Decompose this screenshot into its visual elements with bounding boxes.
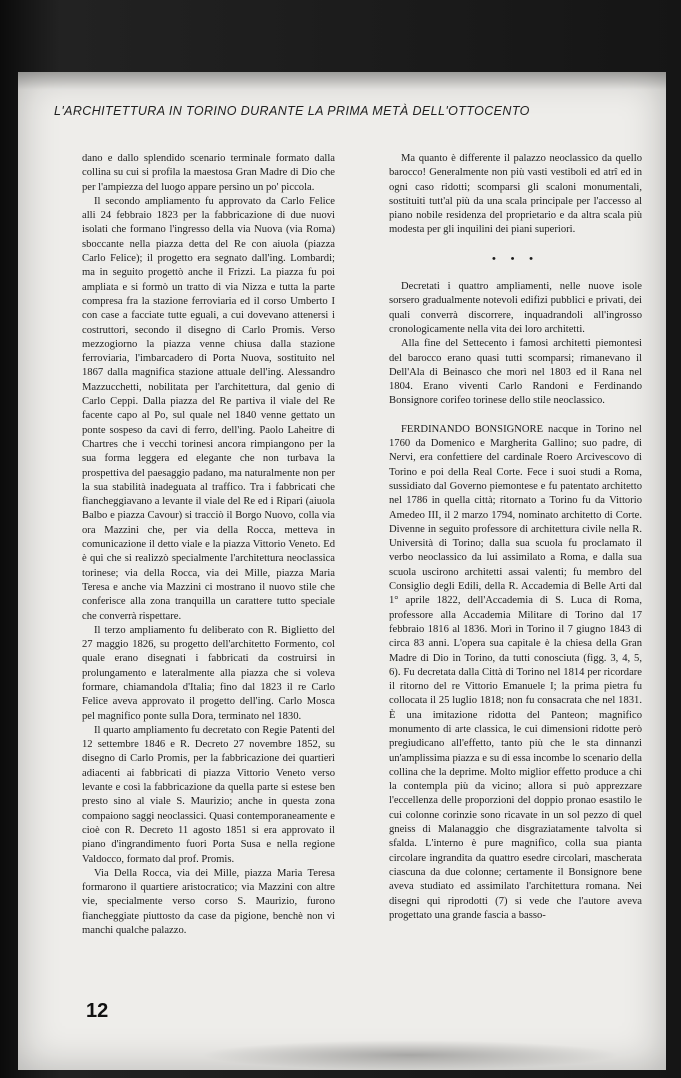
paragraph: dano e dallo splendido scenario terminale formato dalla collina su cui si profila la maestosa Gran Madre di Dio che per l'ampiezza del luogo appare persino un po' piccola.: [82, 153, 335, 193]
paragraph: Via Della Rocca, via dei Mille, piazza Maria Teresa formarono il quartiere aristocratico; via Mazzini con altre vie, specialmente verso corso S. Maurizio, furono fiancheggiate piuttosto da case da pigione, benchè non vi manchi qualche palazzo.: [82, 867, 335, 937]
left-column: [82, 152, 335, 938]
page-number: 12: [86, 1000, 109, 1022]
page-shadow: [18, 72, 666, 90]
running-title: L'ARCHITETTURA IN TORINO DURANTE LA PRIMA METÀ DELL'OTTOCENTO: [54, 104, 530, 118]
paragraph: FERDINANDO BONSIGNORE nacque in Torino nel 1760 da Domenico e Margherita Gallino; suo padre, di Nervi, era confettiere del cardinale Roero Arcivescovo di Torino e poi della Real Corte. Fece i suoi studi a Roma, sussidiato dal Governo piemontese e fu patentato architetto nel 1786 in quella città; ritornato a Torino fu da Vittorio Amedeo III, il 2 marzo 1794, nominato architetto di Corte. Divenne in seguito professore di architettura civile nella R. Università di Torino; dalla sua scuola fu proclamato il verbo neoclassico da lui assimilato a Roma, e dalla sua scuola uscirono architetti assai valenti; fu membro del Consiglio degli Edili, della R. Accademia di Belle Arti dal 1° aprile 1822, dell'Accademia di S. Luca di Roma, professore alla Accademia Militare di Torino dal 17 febbraio 1816 al 1836. Morì in Torino il 7 giugno 1843 di circa 83 anni. L'opera sua capitale è la chiesa della Gran Madre di Dio in Torino, da tutti conosciuta (figg. 3, 4, 5, 6). Fu decretata dalla Città di Torino nel 1814 per ricordare il ritorno del re Vittorio Emanuele I; la prima pietra fu collocata il 25 luglio 1818; non fu consacrata che nel 1831. È una imitazione ridotta del Panteon; magnifico monumento di arte classica, le cui dimensioni ridotte però pregiudicano all'effetto, tanto più che le sta dinnanzi un'amplissima piazza e su di essa incombe lo scenario della collina che la deprime. Molto miglior effetto produce a chi la contempla più da vicino; allora si può apprezzare l'eccellenza delle proporzioni del doppio pronao esastilo le cui colonne corinzie sono ricavate in un sol pezzo di quel gneiss di Malanaggio che disgraziatamente talvolta si sfalda. L'interno è pure magnifico, colla sua pianta circolare ingrandita da quattro esedre circolari, mascherata ciascuna da due colonne; certamente il Bonsignore bene aveva studiato ed assimilato l'architettura romana. Nei disegni qui riprodotti (7) si vede che l'autore aveva progettato una grande fascia a basso-: [389, 423, 642, 921]
paragraph: Ma quanto è differente il palazzo neoclassico da quello barocco! Generalmente non più vasti vestiboli ed atrî ed in ogni caso ridotti; scomparsi gli scaloni monumentali, sostituiti tutt'al più da una scala principale per l'accesso al piano nobile residenza del proprietario e da altra scala più modesta per gli inquilini dei piani superiori.: [389, 153, 642, 236]
paragraph: Decretati i quattro ampliamenti, nelle nuove isole sorsero gradualmente notevoli edifizi pubblici e privati, dei quali converrà discorrere, inquadrandoli all'ingrosso cronologicamente nella vita dei loro architetti.: [389, 281, 642, 335]
spacer: [389, 409, 642, 423]
paragraph: Il terzo ampliamento fu deliberato con R. Biglietto del 27 maggio 1826, su progetto dell'architetto Formento, col quale erano disegnati i fabbricati da costruirsi in prolungamento e lateralmente alla piazza che si voleva formare, chiamandola d'Italia; fino dal 1823 il re Carlo Felice aveva approvato il progetto dell'ing. Carlo Mosca pel magnifico ponte sulla Dora, terminato nel 1830.: [82, 624, 335, 722]
section-separator: • • •: [491, 252, 540, 265]
paragraph: Il quarto ampliamento fu decretato con Regie Patenti del 12 settembre 1846 e R. Decreto 27 novembre 1852, su disegno di Carlo Promis, per la fabbricazione dei quartieri adiacenti ai fabbricati di piazza Vittorio Veneto verso levante e così la fabbricazione da quella parte si estese ben presto sino al viale S. Maurizio; anche in questa zona compaiono saggi neoclassici. Quasi contemporaneamente e cioè con R. Decreto 11 agosto 1851 si era approvato il piano d'ingrandimento fuori Porta Susa e nella regione Valdocco, formato dal prof. Promis.: [82, 724, 335, 865]
paragraph: Il secondo ampliamento fu approvato da Carlo Felice alli 24 febbraio 1823 per la fabbricazione di due nuovi isolati che formano l'ingresso della via Nuova (via Roma) sboccante nella piazza detta del Re con aiuola (piazza Carlo Felice); il progetto era segnato dall'ing. Lombardi; ma in seguito progettò anche il Frizzi. La piazza fu poi ampliata e si formò un tratto di via Nizza e tutta la parte compresa fra la stazione ferroviaria ed il corso Umberto I con case a facciate tutte eguali, a cui dovevano attenersi i costruttori, secondo il disegno di Carlo Promis. Verso mezzogiorno la piazza venne chiusa dalla stazione ferroviaria, l'imbarcadero di Porta Nuova, sostituito nel 1867 dalla magnifica stazione attuale dell'ing. Alessandro Mazzucchetti, nobilitata per l'architettura, dal genio di Carlo Ceppi. Dalla piazza del Re partiva il viale del Re facente capo al Po, sul quale nel 1840 venne gettato un ponte sospeso da cavi di ferro, dell'ing. Paolo Laheitre di Chartres che i vecchi torinesi ancora rimpiangono per la sua forma leggera ed elegante che non turbava la prospettiva del paesaggio padano, ma naturalmente non per la sua stabilità inadeguata al traffico. Tra i fabbricati che fiancheggiavano a levante il viale del Re ed i Ripari (aiuola Balbo e piazza Cavour) si tracciò il Borgo Nuovo, colla via ora Mazzini che, per via della Rocca, metteva in comunicazione il detto viale e la piazza Vittorio Veneto. Ed è qui che si realizzò specialmente l'architettura neoclassica torinese; via della Rocca, via dei Mille, piazza Maria Teresa e anche via Mazzini ci mostrano il nuovo stile che conferisce alla zona tranquilla un carattere tutto speciale che converrà rispettare.: [82, 195, 335, 622]
scan-smudge: [200, 1040, 620, 1070]
right-column: [389, 152, 642, 923]
paragraph: Alla fine del Settecento i famosi architetti piemontesi del barocco erano quasi tutti scomparsi; rimanevano il Dell'Ala di Beinasco che morì nel 1803 ed il Rana nel 1804. Erano viventi Carlo Randoni e Ferdinando Bonsignore corifeo torinese dello stile neoclassico.: [389, 338, 642, 407]
